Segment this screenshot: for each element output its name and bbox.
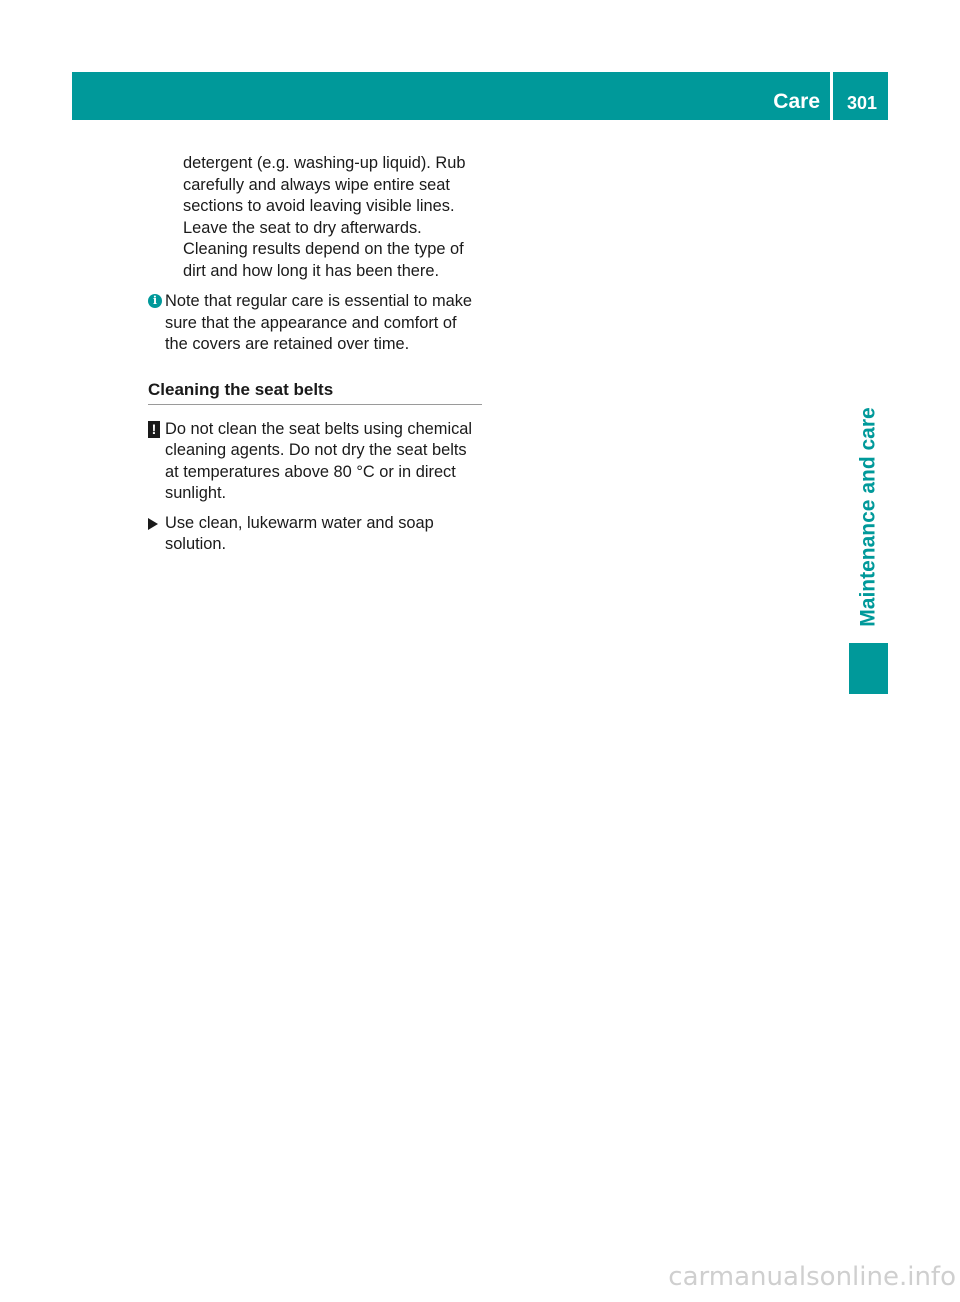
info-note (148, 291, 482, 356)
header-separator (830, 72, 833, 120)
continued-paragraph: detergent (e.g. washing-up liquid). Rub carefully and always wipe entire seat sections to avoid leaving visible lines. Leave the seat to dry afterwards. Cleaning results depend on the type of dirt and how long it has been there. (183, 154, 466, 280)
info-note-text: Note that regular care is essential to make sure that the appearance and comfort of the covers are retained over time. (165, 292, 473, 353)
page-number: 301 (846, 93, 878, 113)
side-tab-label (849, 392, 888, 642)
arrow-right-icon (148, 518, 158, 530)
warning-text: Do not clean the seat belts using chemical cleaning agents. Do not dry the seat belts at temperatures above 80 °C or in direct sunlight. (165, 419, 473, 502)
instruction-step (148, 513, 482, 556)
section-heading: Cleaning the seat belts (148, 379, 482, 405)
side-tab-text: Maintenance and care (856, 407, 880, 627)
main-content (148, 153, 482, 556)
warning-icon: ! (148, 421, 160, 438)
warning-note (148, 419, 482, 505)
side-tab-block (849, 643, 888, 694)
watermark: carmanualsonline.info (668, 1262, 956, 1292)
info-icon: i (148, 294, 162, 308)
header-title: Care (773, 90, 820, 113)
instruction-step-text: Use clean, lukewarm water and soap solution. (165, 513, 434, 553)
